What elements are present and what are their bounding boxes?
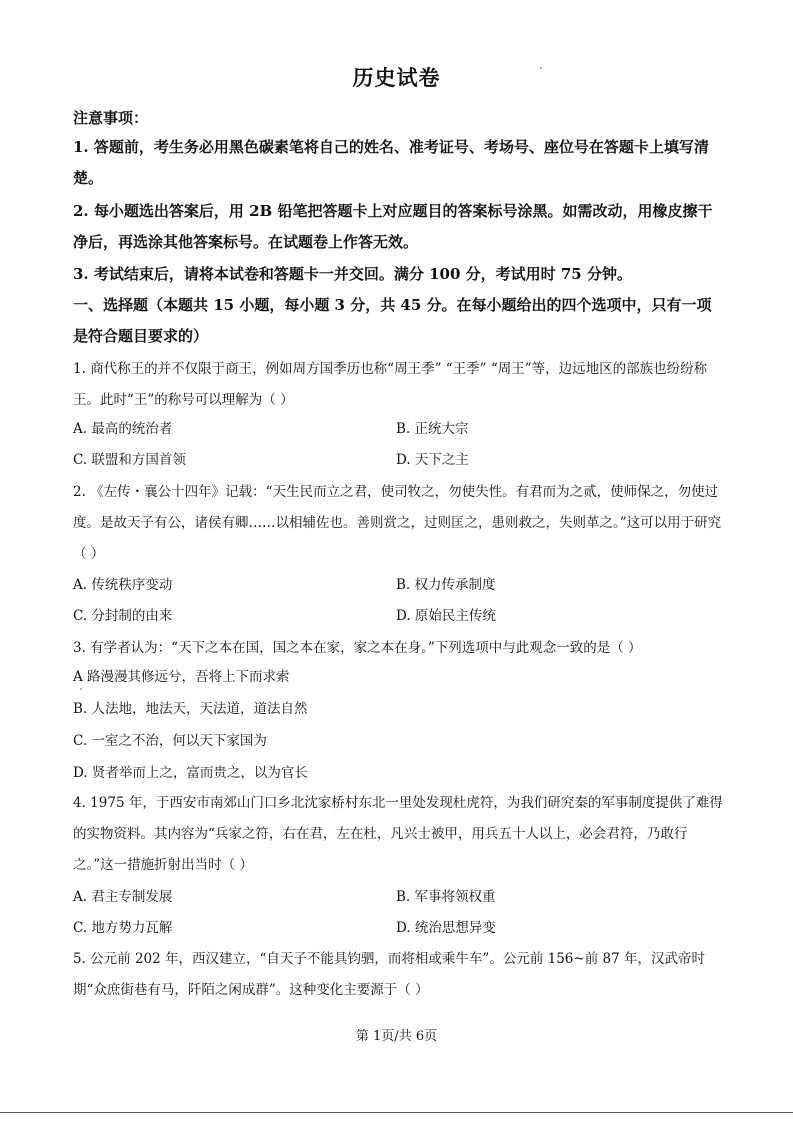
question-4-stem: 4. 1975 年，于西安市南郊山门口乡北沈家桥村东北一里处发现杜虎符，为我们研究秦的军事制度提供了难得的实物资料。其内容为“兵家之符，右在君，左在杜，凡兴士被甲，用兵五十人以上，必会君符，乃敢行之。”这一措施折射出当时（ ）: [73, 795, 723, 873]
question-2-option-a: A. 传统秩序变动: [73, 577, 173, 593]
question-3-option-a: A 路漫漫其修远兮，吾将上下而求索: [73, 669, 290, 685]
question-2-option-b: B. 权力传承制度: [396, 577, 496, 593]
question-4-option-a: A. 君主专制发展: [73, 889, 173, 905]
notice-heading: 注意事项：: [73, 109, 149, 127]
question-1-option-b: B. 正统大宗: [396, 421, 469, 437]
page-title: 历史试卷: [352, 65, 441, 90]
question-3-stem: 3. 有学者认为：“天下之本在国，国之本在家，家之本在身。”下列选项中与此观念一致的是（ ）: [73, 640, 642, 656]
question-2-option-d: D. 原始民主传统: [396, 608, 496, 624]
notice-item-3: 3. 考试结束后，请将本试卷和答题卡一并交回。满分 100 分，考试用时 75 分钟。: [73, 265, 632, 283]
scan-speck: [80, 688, 82, 690]
question-4-option-d: D. 统治思想异变: [396, 920, 496, 936]
question-1-stem: 1. 商代称王的并不仅限于商王，例如周方国季历也称“周王季” “王季” “周王”等，边远地区的部族也纷纷称王。此时“王”的称号可以理解为（ ）: [73, 361, 708, 408]
question-2-stem: 2. 《左传・襄公十四年》记载：“天生民而立之君，使司牧之，勿使失性。有君而为之贰，使师保之，勿使过度。是故天子有公，诸侯有卿……以相辅佐也。善则赏之，过则匡之，患则救之，失则革之。”这可以用于研究（ ）: [73, 484, 722, 562]
question-1-option-c: C. 联盟和方国首领: [73, 452, 186, 468]
question-3-option-c: C. 一室之不治，何以天下家国为: [73, 733, 267, 749]
question-1-option-d: D. 天下之主: [396, 452, 469, 468]
question-2-option-c: C. 分封制的由来: [73, 608, 173, 624]
notice-item-1: 1. 答题前，考生务必用黑色碳素笔将自己的姓名、准考证号、考场号、座位号在答题卡上填写清楚。: [73, 138, 709, 187]
page-number-footer: 第 1页/共 6页: [355, 1029, 438, 1044]
bottom-divider: [0, 1112, 793, 1113]
scan-speck: [540, 67, 542, 69]
notice-item-2: 2. 每小题选出答案后，用 2B 铅笔把答题卡上对应题目的答案标号涂黑。如需改动，用橡皮擦干净后，再选涂其他答案标号。在试题卷上作答无效。: [73, 202, 713, 251]
question-3-option-d: D. 贤者举而上之，富而贵之，以为官长: [73, 765, 308, 781]
question-5-stem: 5. 公元前 202 年，西汉建立，“自天子不能具钧驷，而将相或乘牛车”。公元前 156~前 87 年，汉武帝时期“众庶街巷有马，阡陌之闲成群”。这种变化主要源于（ ）: [73, 951, 705, 998]
question-4-option-b: B. 军事将领权重: [396, 889, 496, 905]
section-heading: 一、选择题（本题共 15 小题，每小题 3 分，共 45 分。在每小题给出的四个选项中，只有一项是符合题目要求的）: [73, 296, 712, 345]
question-3-option-b: B. 人法地，地法天，天法道，道法自然: [73, 701, 308, 717]
question-1-option-a: A. 最高的统治者: [73, 421, 173, 437]
question-4-option-c: C. 地方势力瓦解: [73, 920, 173, 936]
